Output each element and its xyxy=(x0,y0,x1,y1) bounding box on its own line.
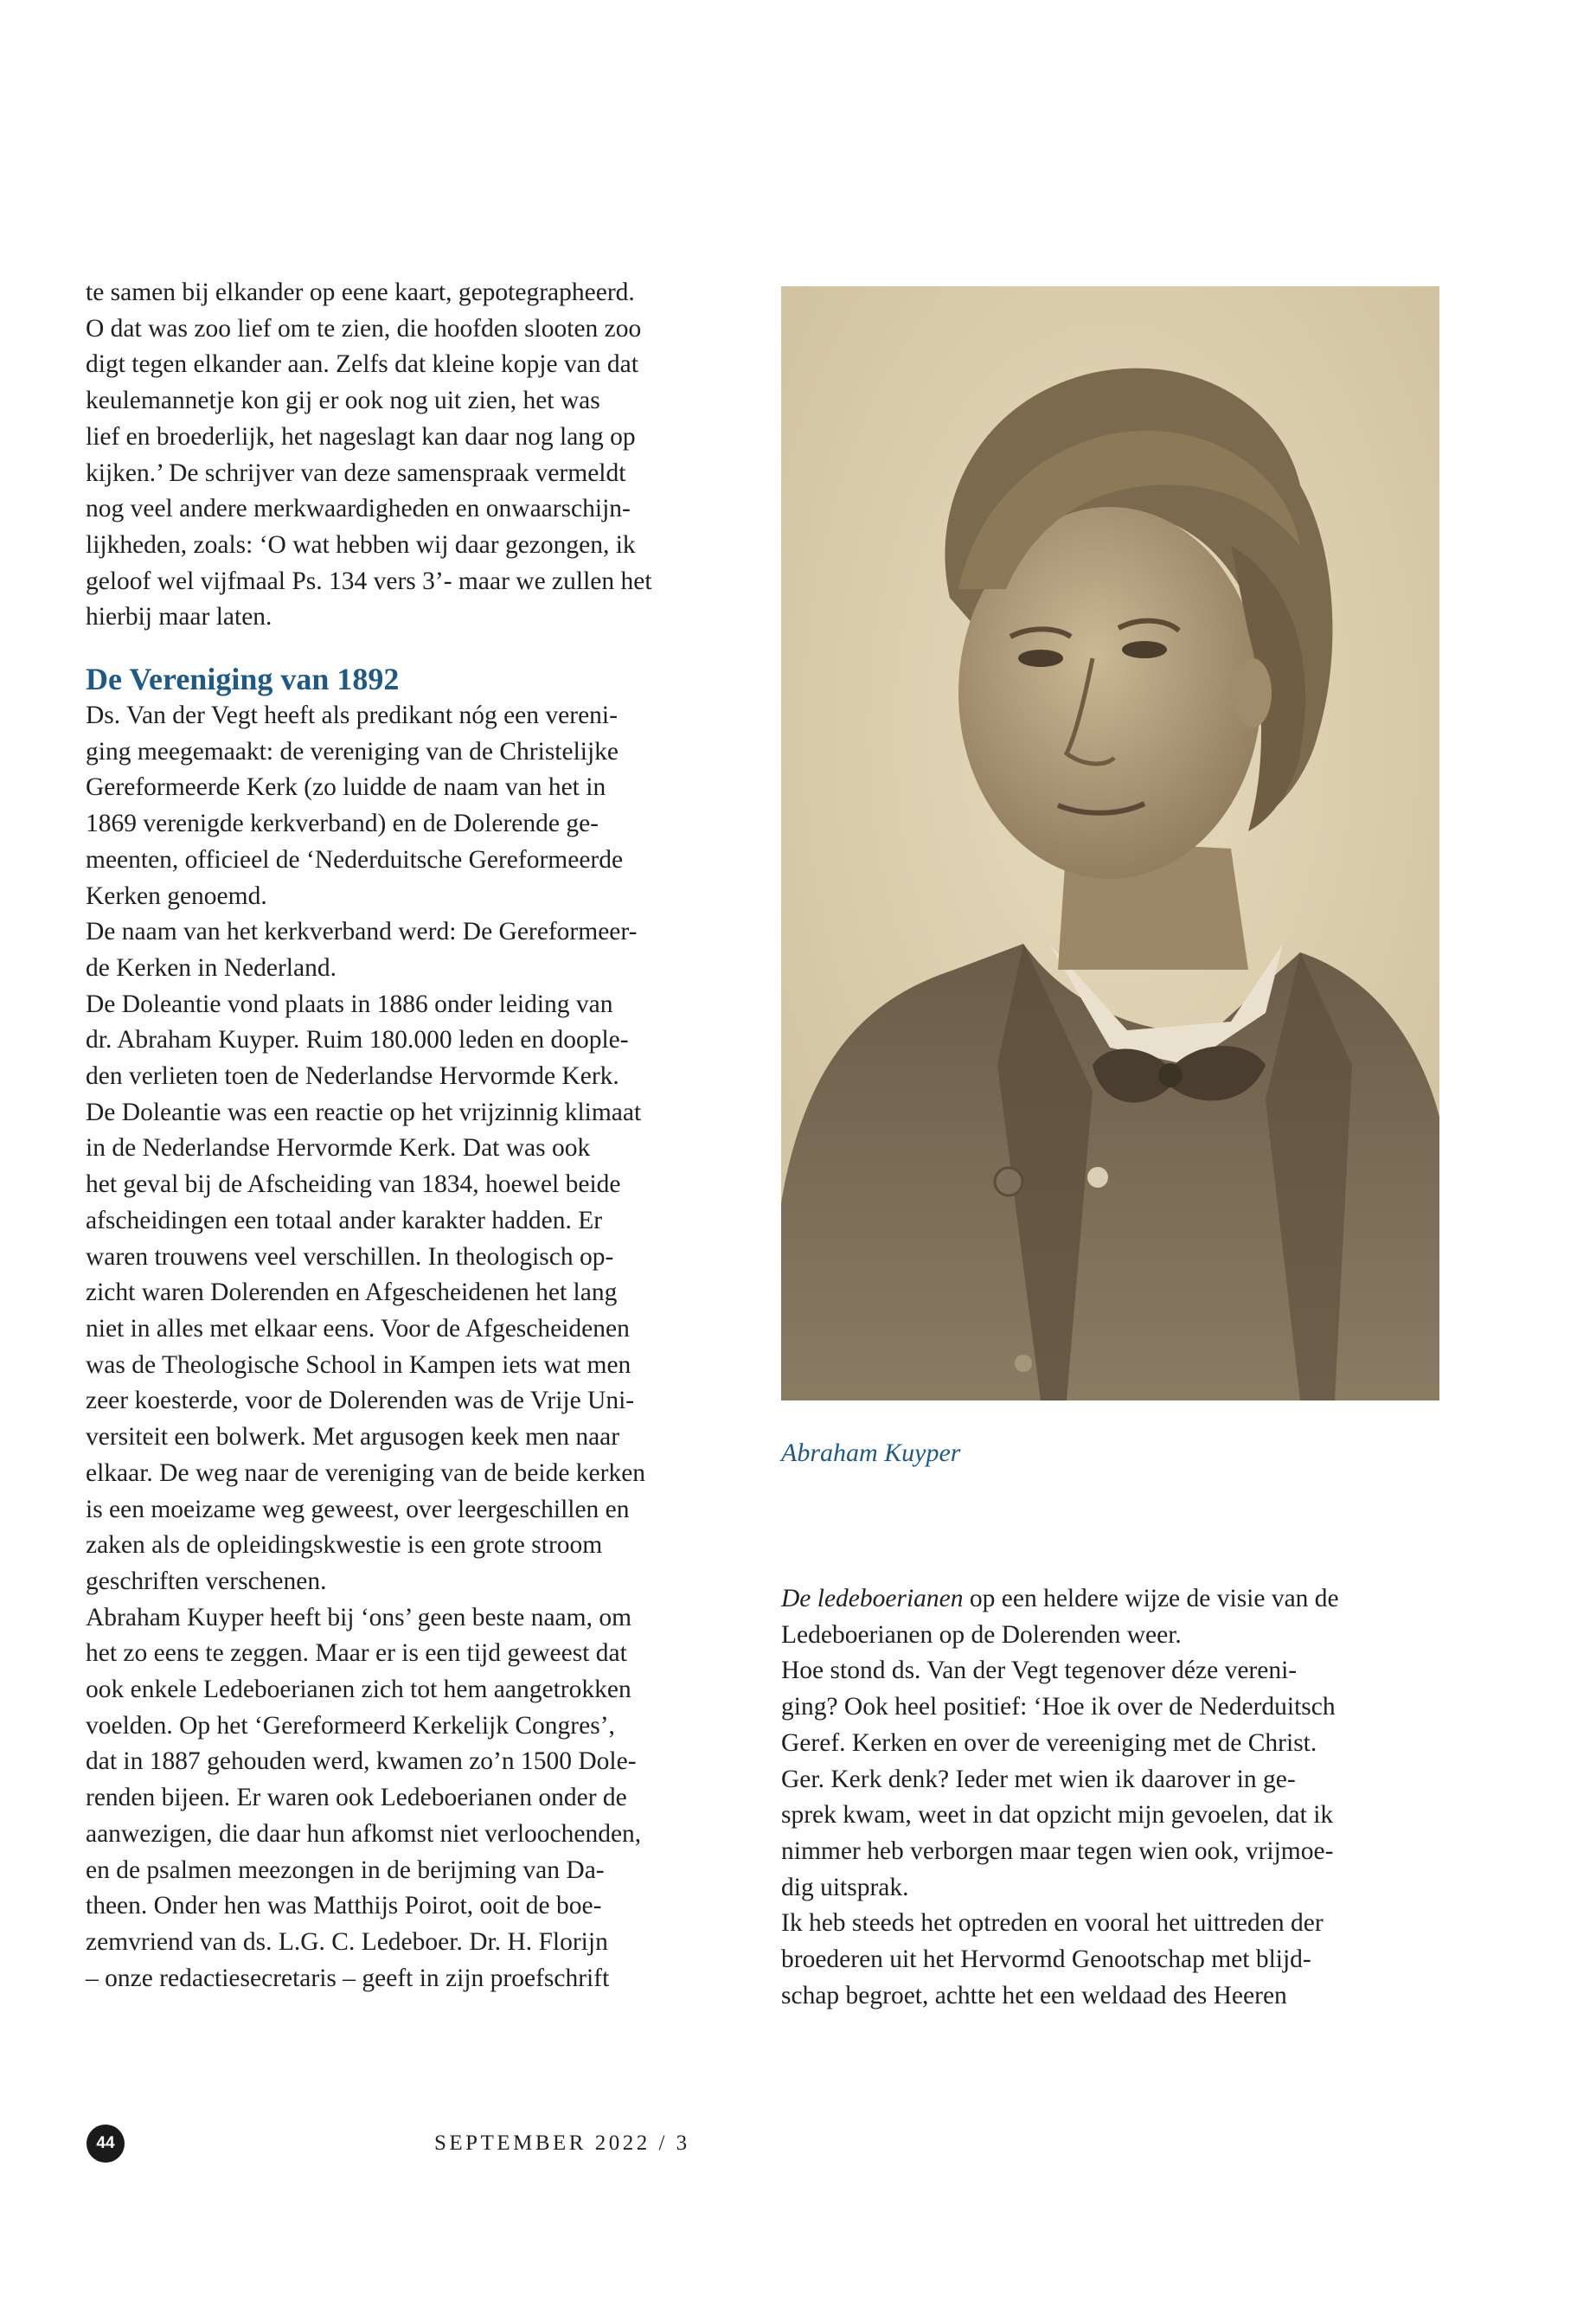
text-line: Ledeboerianen op de Dolerenden weer. xyxy=(781,1620,1182,1649)
main-paragraph xyxy=(86,698,747,1997)
text-line: afscheidingen een totaal ander karakter hadden. Er xyxy=(86,1206,603,1234)
intro-paragraph xyxy=(86,275,747,636)
text-line: 1869 verenigde kerkverband) en de Dolerende ge- xyxy=(86,810,599,838)
text-line: zemvriend van ds. L.G. C. Ledeboer. Dr. H. Florijn xyxy=(86,1927,608,1956)
text-line: broederen uit het Hervormd Genootschap met blijd- xyxy=(781,1945,1311,1974)
text-line: Ds. Van der Vegt heeft als predikant nóg een vereni- xyxy=(86,702,618,730)
text-line: Abraham Kuyper heeft bij ‘ons’ geen beste naam, om xyxy=(86,1603,632,1631)
text-line: kijken.’ De schrijver van deze samenspraak vermeldt xyxy=(86,458,626,487)
text-line: te samen bij elkander op eene kaart, gepotegrapheerd. xyxy=(86,279,635,306)
text-line: lijkheden, zoals: ‘O wat hebben wij daar gezongen, ik xyxy=(86,530,636,559)
text-line xyxy=(781,1581,1447,1618)
text-line: elkaar. De weg naar de vereniging van de beide kerken xyxy=(86,1458,646,1487)
text-line: en de psalmen meezongen in de berijming van Da- xyxy=(86,1856,605,1884)
text-line: geloof wel vijfmaal Ps. 134 vers 3’- maar we zullen het xyxy=(86,567,652,595)
text-line: renden bijeen. Er waren ook Ledeboerianen onder de xyxy=(86,1784,627,1812)
issue-label: SEPTEMBER 2022 / 3 xyxy=(434,2131,690,2155)
text-line: Gereformeerde Kerk (zo luidde de naam van het in xyxy=(86,773,606,802)
left-column xyxy=(86,275,747,1997)
text-fragment: op een heldere wijze de visie van de xyxy=(963,1585,1339,1612)
text-line: in de Nederlandse Hervormde Kerk. Dat was ook xyxy=(86,1134,591,1163)
text-line: De Doleantie vond plaats in 1886 onder leiding van xyxy=(86,990,613,1018)
text-line: Hoe stond ds. Van der Vegt tegenover déze vereni- xyxy=(781,1657,1298,1685)
text-line: Kerken genoemd. xyxy=(86,881,267,910)
page-number-badge: 44 xyxy=(87,2125,125,2163)
text-line: sprek kwam, weet in dat opzicht mijn gevoelen, dat ik xyxy=(781,1801,1334,1830)
text-line: Geref. Kerken en over de vereeniging met de Christ. xyxy=(781,1728,1317,1757)
section-heading: De Vereniging van 1892 xyxy=(86,662,400,697)
text-line: hierbij maar laten. xyxy=(86,603,272,631)
book-title: De ledeboerianen xyxy=(781,1585,964,1612)
text-line: geschriften verschenen. xyxy=(86,1567,327,1595)
text-line: zicht waren Dolerenden en Afgescheidenen het lang xyxy=(86,1279,618,1307)
portrait-photo xyxy=(781,286,1439,1400)
text-line: niet in alles met elkaar eens. Voor de Afgescheidenen xyxy=(86,1314,630,1343)
text-line: Ger. Kerk denk? Ieder met wien ik daarover in ge- xyxy=(781,1765,1296,1793)
text-line: het zo eens te zeggen. Maar er is een tijd geweest dat xyxy=(86,1639,627,1668)
text-line: meenten, officieel de ‘Nederduitsche Gereformeerde xyxy=(86,845,624,874)
text-line: lief en broederlijk, het nageslagt kan daar nog lang op xyxy=(86,422,636,451)
text-line: zaken als de opleidingskwestie is een grote stroom xyxy=(86,1531,603,1560)
text-line: O dat was zoo lief om te zien, die hoofden slooten zoo xyxy=(86,314,642,343)
text-line: dat in 1887 gehouden werd, kwamen zo’n 1500 Dole- xyxy=(86,1747,637,1776)
text-line: aanwezigen, die daar hun afkomst niet verloochenden, xyxy=(86,1819,642,1848)
text-line: theen. Onder hen was Matthijs Poirot, ooit de boe- xyxy=(86,1892,602,1920)
text-line: digt tegen elkander aan. Zelfs dat kleine kopje van dat xyxy=(86,350,638,379)
text-line: Ik heb steeds het optreden en vooral het uittreden der xyxy=(781,1909,1324,1938)
text-line: – onze redactiesecretaris – geeft in zijn proefschrift xyxy=(86,1964,610,1992)
text-line: nimmer heb verborgen maar tegen wien ook, vrijmoe- xyxy=(781,1836,1334,1865)
text-line: is een moeizame weg geweest, over leergeschillen en xyxy=(86,1495,630,1523)
text-line: schap begroet, achtte het een weldaad des Heeren xyxy=(781,1981,1287,2009)
text-line: zeer koesterde, voor de Dolerenden was de Vrije Uni- xyxy=(86,1387,635,1415)
text-line: dr. Abraham Kuyper. Ruim 180.000 leden en doople- xyxy=(86,1026,629,1054)
text-line: ook enkele Ledeboerianen zich tot hem aangetrokken xyxy=(86,1676,631,1704)
text-line: voelden. Op het ‘Gereformeerd Kerkelijk Congres’, xyxy=(86,1711,615,1740)
photo-caption: Abraham Kuyper xyxy=(781,1439,961,1467)
text-line: de Kerken in Nederland. xyxy=(86,953,337,982)
text-line: dig uitsprak. xyxy=(781,1873,909,1901)
text-line: keulemannetje kon gij er ook nog uit zien, het was xyxy=(86,387,600,415)
text-line: nog veel andere merkwaardigheden en onwaarschijn- xyxy=(86,495,631,523)
text-line: was de Theologische School in Kampen iets wat men xyxy=(86,1350,631,1379)
text-line: versiteit een bolwerk. Met argusogen keek men naar xyxy=(86,1423,620,1452)
text-line: het geval bij de Afscheiding van 1834, hoewel beide xyxy=(86,1170,621,1199)
text-line: ging meegemaakt: de vereniging van de Christelijke xyxy=(86,737,619,766)
text-line: De naam van het kerkverband werd: De Gereformeer- xyxy=(86,918,638,946)
text-line: den verlieten toen de Nederlandse Hervormde Kerk. xyxy=(86,1062,619,1091)
text-line: De Doleantie was een reactie op het vrijzinnig klimaat xyxy=(86,1098,642,1126)
text-line: ging? Ook heel positief: ‘Hoe ik over de Nederduitsch xyxy=(781,1693,1336,1721)
section-gap xyxy=(86,636,747,660)
right-column xyxy=(781,1581,1447,2014)
portrait-illustration xyxy=(781,286,1439,1400)
text-line: waren trouwens veel verschillen. In theologisch op- xyxy=(86,1242,614,1271)
